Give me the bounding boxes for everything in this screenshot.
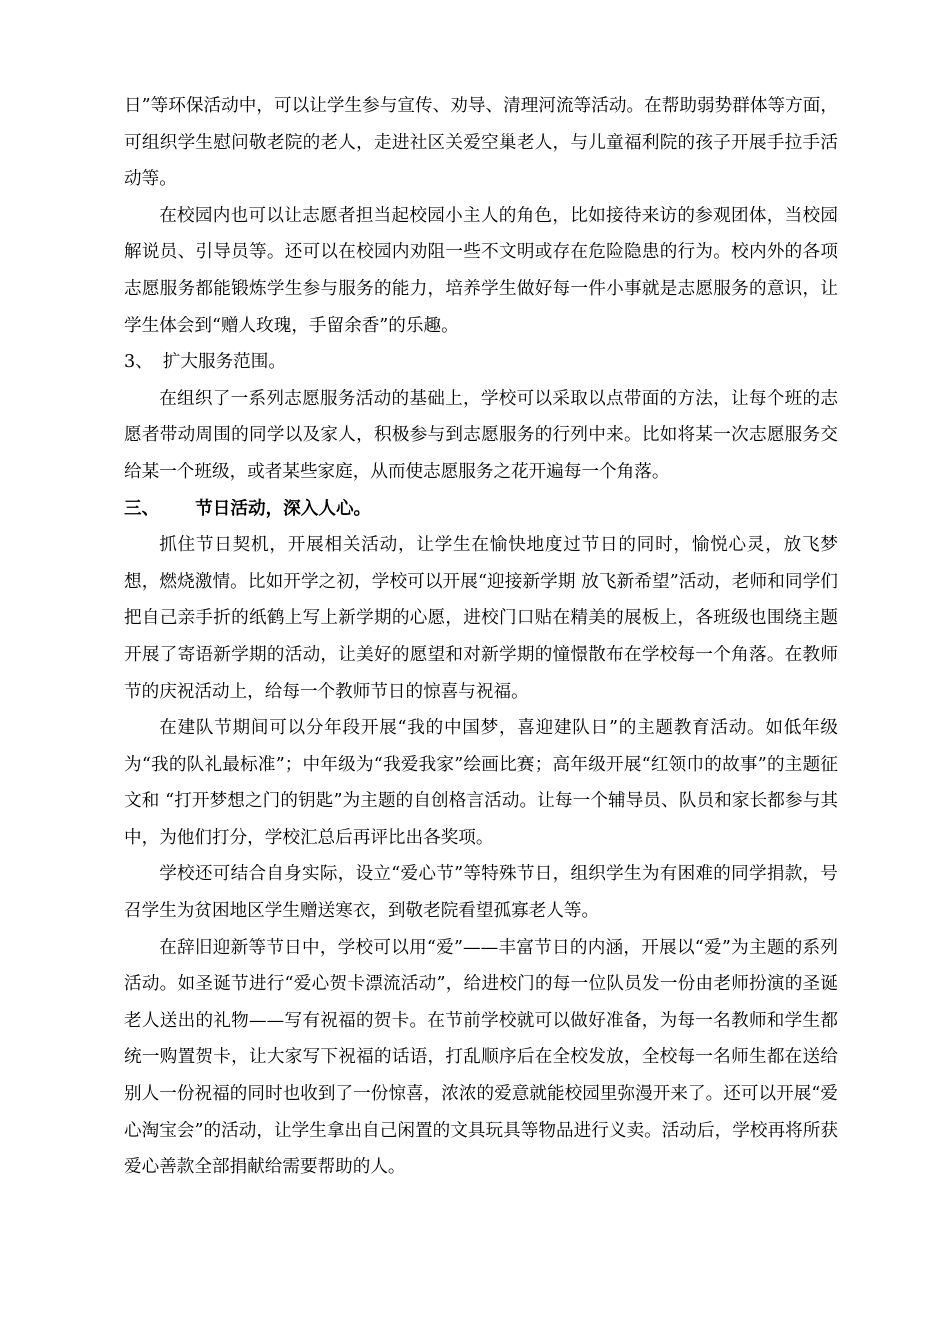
document-body [124, 88, 838, 1186]
section-heading-festival [124, 491, 838, 528]
paragraph-love-festival: 学校还可结合自身实际，设立“爱心节”等特殊节日，组织学生为有困难的同学捐款，号召学生为贫困地区学生赠送寒衣，到敬老院看望孤寡老人等。 [124, 864, 838, 922]
paragraph-campus-volunteers: 在校园内也可以让志愿者担当起校园小主人的角色，比如接待来访的参观团体，当校园解说员、引导员等。还可以在校园内劝阻一些不文明或存在危险隐患的行为。校内外的各项志愿服务都能锻炼学生参与服务的能力，培养学生做好每一件小事就是志愿服务的意识，让学生体会到“赠人玫瑰，手留余香”的乐趣。 [124, 205, 838, 336]
paragraph-environment-activities: 日”等环保活动中，可以让学生参与宣传、劝导、清理河流等活动。在帮助弱势群体等方面，可组织学生慰问敬老院的老人，走进社区关爱空巢老人，与儿童福利院的孩子开展手拉手活动等。 [124, 96, 838, 190]
paragraph-point-to-area: 在组织了一系列志愿服务活动的基础上，学校可以采取以点带面的方法，让每个班的志愿者带动周围的同学以及家人，积极参与到志愿服务的行列中来。比如将某一次志愿服务交给某一个班级，或者某些家庭，从而使志愿服务之花开遍每一个角落。 [124, 388, 838, 482]
section-number: 三、 [124, 497, 160, 519]
subheading-expand-scope [124, 344, 838, 381]
paragraph-team-day: 在建队节期间可以分年段开展“我的中国梦，喜迎建队日”的主题教育活动。如低年级为“我的队礼最标准”；中年级为“我爱我家”绘画比赛；高年级开展“红领巾的故事”的主题征文和 “打开梦想之门的钥匙”为主题的自创格言活动。让每一个辅导员、队员和家长都参与其中，为他们打分，学校汇总后再评比出各奖项。 [124, 718, 838, 848]
subheading-number: 3、 [124, 352, 153, 373]
paragraph-festival-opportunity: 抓住节日契机，开展相关活动，让学生在愉快地度过节日的同时，愉悦心灵，放飞梦想，燃烧激情。比如开学之初，学校可以开展“迎接新学期 放飞新希望”活动，老师和同学们把自己亲手折的纸鹤上写上新学期的心愿，进校门口贴在精美的展板上，各班级也围绕主题开展了寄语新学期的活动，让美好的愿望和对新学期的憧憬散布在学校每一个角落。在教师节的庆祝活动上，给每一个教师节日的惊喜与祝福。 [124, 535, 838, 702]
subheading-text: 扩大服务范围。 [162, 352, 286, 373]
section-title: 节日活动，深入人心。 [195, 497, 372, 519]
paragraph-new-year-love: 在辞旧迎新等节日中，学校可以用“爱”——丰富节日的内涵，开展以“爱”为主题的系列活动。如圣诞节进行“爱心贺卡漂流活动”，给进校门的每一位队员发一份由老师扮演的圣诞老人送出的礼物——写有祝福的贺卡。在节前学校就可以做好准备，为每一名教师和学生都统一购置贺卡，让大家写下祝福的话语，打乱顺序后在全校发放，全校每一名师生都在送给别人一份祝福的同时也收到了一份惊喜，浓浓的爱意就能校园里弥漫开来了。还可以开展“爱心淘宝会”的活动，让学生拿出自己闲置的文具玩具等物品进行义卖。活动后，学校再将所获爱心善款全部捐献给需要帮助的人。 [124, 937, 838, 1178]
